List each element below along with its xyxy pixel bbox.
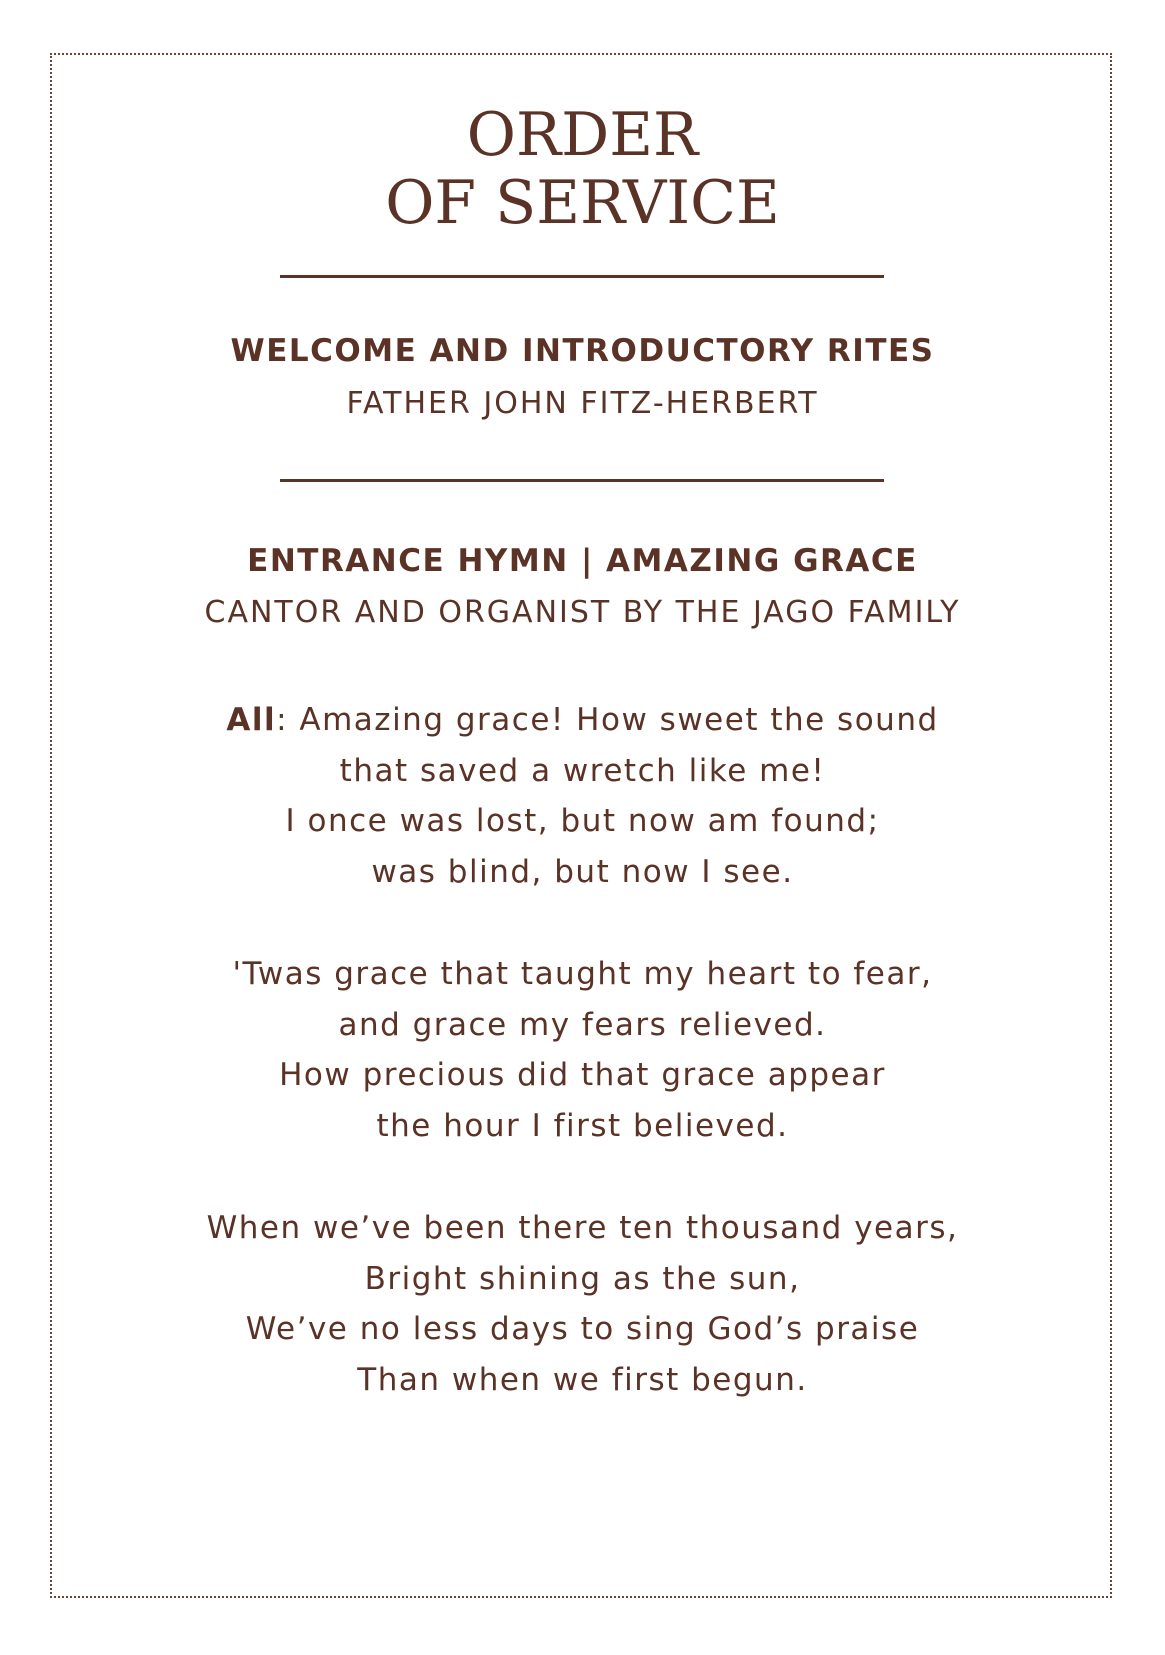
hymn-line: I once was lost, but now am found; xyxy=(285,803,880,839)
speaker-label: All xyxy=(226,702,277,738)
hymn-line: that saved a wretch like me! xyxy=(339,753,826,789)
page-title-line-1: ORDER xyxy=(466,100,699,170)
hymn-line: Than when we first begun. xyxy=(357,1362,808,1398)
section-heading-welcome: WELCOME AND INTRODUCTORY RITES xyxy=(230,333,935,369)
hymn-line-text: Amazing grace! How sweet the sound xyxy=(288,702,939,738)
hymn-line xyxy=(0,700,1165,740)
section-heading-entrance-hymn: ENTRANCE HYMN | AMAZING GRACE xyxy=(247,543,918,579)
section-subheading-officiant: FATHER JOHN FITZ-HERBERT xyxy=(346,386,819,421)
speaker-separator: : xyxy=(276,702,289,738)
hymn-line: Bright shining as the sun, xyxy=(364,1261,801,1297)
section-subheading-musicians: CANTOR AND ORGANIST BY THE JAGO FAMILY xyxy=(204,595,961,630)
divider xyxy=(280,275,884,278)
hymn-line: 'Twas grace that taught my heart to fear, xyxy=(232,956,933,992)
hymn-line: We’ve no less days to sing God’s praise xyxy=(245,1311,920,1347)
hymn-line: How precious did that grace appear xyxy=(279,1057,886,1093)
hymn-line: the hour I first believed. xyxy=(376,1108,789,1144)
page-title-line-2: OF SERVICE xyxy=(385,168,780,238)
hymn-line: and grace my fears relieved. xyxy=(338,1007,827,1043)
divider xyxy=(280,479,884,482)
hymn-line: was blind, but now I see. xyxy=(371,854,794,890)
hymn-line: When we’ve been there ten thousand years, xyxy=(206,1210,959,1246)
